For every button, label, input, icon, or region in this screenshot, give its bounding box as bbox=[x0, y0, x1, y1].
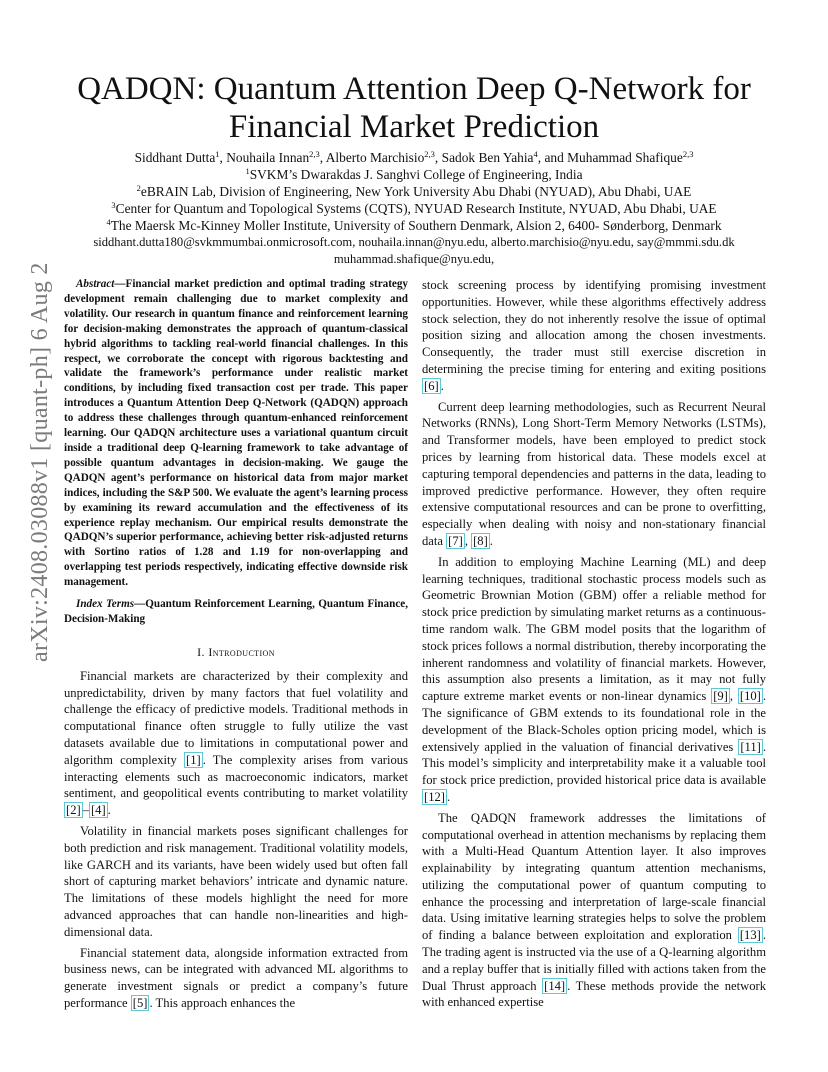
author-affil-sup: 2,3 bbox=[309, 149, 320, 159]
author-affil-sup: 4 bbox=[533, 149, 538, 159]
index-terms bbox=[64, 597, 408, 627]
citation-ref[interactable]: [4] bbox=[90, 803, 106, 818]
author-affil-sup: 1 bbox=[215, 149, 220, 159]
citation-ref[interactable]: [11] bbox=[740, 739, 761, 754]
left-column bbox=[64, 277, 408, 1016]
citation-link[interactable] bbox=[446, 533, 465, 549]
citation-link[interactable] bbox=[89, 802, 108, 818]
author-name: Sadok Ben Yahia bbox=[441, 150, 534, 165]
section-heading-introduction bbox=[64, 645, 408, 660]
citation-link[interactable] bbox=[64, 802, 83, 818]
author-affil-sup: 2,3 bbox=[424, 149, 435, 159]
text-run: . This approach enhances the bbox=[149, 995, 296, 1010]
text-run: . bbox=[440, 378, 444, 393]
affiliation-1 bbox=[60, 166, 768, 183]
citation-ref[interactable]: [10] bbox=[739, 689, 761, 704]
abstract-text: —Financial market prediction and optimal trading strategy development remain challenging due to market complexity and volatility. Our research in quantum finance and reinforcement learning for decision-making demonstrates the approach of quantum-classical hybrid algorithms to tackling real-world financial challenges. In this respect, we corroborate the concept with rigorous backtesting and validate the framework’s performance under realistic market conditions, by including fixed transaction cost per trade. This paper introduces a Quantum Attention Deep Q-Network (QADQN) approach to address these challenges through quantum-enhanced reinforcement learning. Our QADQN architecture uses a variational quantum circuit inside a traditional deep Q-learning framework to take advantage of possible quantum advantages in decision-making. We gauge the QADQN agent’s performance on historical data from major market indices, including the S&P 500. We evaluate the agent’s learning process by examining its reward accumulation and the effectiveness of its experience replay mechanism. Our empirical results demonstrate the QADQN’s superior performance, achieving better risk-adjusted returns with Sortino ratios of 1.28 and 1.19 for non-overlapping and overlapping test periods respectively, indicating effective downside risk management. bbox=[64, 278, 408, 589]
citation-ref[interactable]: [12] bbox=[424, 789, 445, 804]
text-run: , bbox=[729, 689, 738, 704]
text-run: Current deep learning methodologies, such as Recurrent Neural Networks (RNNs), Long Short-Term Memory Networks (LSTMs), and Transformer models, have been employed to predict stock prices by learning from historical data. These models excel at capturing temporal dependencies and patterns in the data, leading to improved predictive performance. However, they often require extensive computational resources and can be prone to overfitting, especially when dealing with noisy and non-stationary financial data bbox=[422, 399, 766, 548]
text-run: . The complexity arises from various interacting elements such as macroeconomic indicators, market sentiment, and geopolitical events contributing to market volatility bbox=[64, 752, 408, 801]
abstract-lead: Abstract bbox=[76, 278, 115, 290]
text-run: Financial statement data, alongside information extracted from business news, can be integrated with advanced ML algorithms to generate investment signals or predict a company’s future performance bbox=[64, 945, 408, 1010]
text-run: . This model’s simplicity and interpretability make it a valuable tool for stock price prediction, provided historical price data is available bbox=[422, 739, 766, 788]
author-affil-sup: 2,3 bbox=[682, 149, 694, 159]
citation-ref[interactable]: [13] bbox=[739, 928, 761, 943]
text-run: , bbox=[464, 533, 472, 548]
citation-link[interactable] bbox=[422, 378, 441, 394]
citation-ref[interactable]: [9] bbox=[713, 689, 728, 704]
citation-ref[interactable]: [2] bbox=[66, 803, 81, 818]
citation-link[interactable] bbox=[711, 688, 730, 704]
affil-sup: 1 bbox=[245, 166, 250, 176]
text-run: The QADQN framework addresses the limitations of computational overhead in attention mechanisms by replacing them with a Multi-Head Quantum Attention layer. It also improves explainability by integrating quantum attention mechanisms, utilizing the computational power of quantum computing to enhance the processing and interpretation of large-scale financial data. Using imitative learning strategies helps to solve the problem of finding a balance between exploitation and exploration bbox=[422, 810, 766, 943]
author-name: and Muhammad Shafique bbox=[544, 150, 683, 165]
text-run: . These methods provide the network with enhanced expertise bbox=[422, 978, 766, 1010]
index-terms-lead: Index Terms bbox=[76, 598, 135, 611]
text-run: . bbox=[446, 789, 451, 804]
citation-ref[interactable]: [8] bbox=[473, 533, 488, 548]
email-line-1: siddhant.dutta180@svkmmumbai.onmicrosoft.com, nouhaila.innan@nyu.edu, alberto.marchisio@nyu.edu, say@mmmi.sdu.dk bbox=[93, 235, 735, 249]
citation-link[interactable] bbox=[542, 978, 567, 994]
citation-ref[interactable]: [6] bbox=[424, 378, 439, 393]
affil-text: The Maersk Mc-Kinney Moller Institute, University of Southern Denmark, Alsion 2, 6400- Sønderborg, Denmark bbox=[110, 218, 722, 233]
author-name: Siddhant Dutta bbox=[134, 150, 216, 165]
affil-text: SVKM’s Dwarakdas J. Sanghvi College of Engineering, India bbox=[249, 167, 583, 182]
citation-link[interactable] bbox=[131, 995, 150, 1011]
affil-sup: 3 bbox=[111, 200, 116, 210]
affiliation-2 bbox=[60, 183, 768, 200]
text-run: – bbox=[82, 803, 89, 818]
citation-link[interactable] bbox=[422, 789, 447, 805]
arxiv-id-text: arXiv:2408.03088v1 [quant-ph] 6 Aug 2024 bbox=[27, 262, 53, 662]
citation-ref[interactable]: [1] bbox=[186, 752, 201, 767]
right-column bbox=[422, 277, 766, 1015]
intro-paragraph-3-cont bbox=[422, 277, 766, 395]
citation-ref[interactable]: [5] bbox=[132, 995, 148, 1010]
text-run: Financial markets are characterized by their complexity and unpredictability, driven by many factors that fuel volatility and challenge the efficacy of predictive models. Traditional methods in computational finance often struggle to fully utilize the vast datasets available due to limitations in computational power and algorithm complexity bbox=[64, 668, 408, 767]
arxiv-side-stamp bbox=[16, 262, 58, 662]
intro-paragraph-2: Volatility in financial markets poses significant challenges for both prediction and risk management. Traditional volatility models, like GARCH and its variants, have been widely used but often fall short of capturing market behaviors’ intricate and dynamic nature. The limitations of these models highlight the need for more advanced approaches that can handle non-linearities and high-dimensional data. bbox=[64, 824, 408, 939]
text-run: . The significance of GBM extends to its foundational role in the development of the Black-Scholes option pricing model, which is extensively applied in the valuation of financial derivatives bbox=[422, 689, 767, 754]
author-name: Nouhaila Innan bbox=[226, 150, 310, 165]
affil-sup: 4 bbox=[106, 217, 111, 227]
title-line-1: QADQN: Quantum Attention Deep Q-Network for bbox=[77, 71, 751, 107]
text-run: In addition to employing Machine Learning (ML) and deep learning techniques, traditional stochastic process models such as Geometric Brownian Motion (GBM) offer a reliable method for stock price prediction by simulating market returns as a continuous-time random walk. The GBM model posits that the logarithm of stock prices follows a normal distribution, thereby incorporating the inherent randomness and volatility of financial markets. However, this assumption also presents a limitation, as it may not fully capture extreme market events or non-linear dynamics bbox=[422, 554, 766, 704]
text-run: stock screening process by identifying promising investment opportunities. However, while these algorithms effectively address stock selection, they do not inherently resolve the issue of optimal position sizing and allocation among the chosen investments. Consequently, the trader must still exercise discretion in determining the precise timing for entering and exiting positions bbox=[422, 278, 766, 376]
affil-text: Center for Quantum and Topological Systems (CQTS), NYUAD Research Institute, NYUAD, Abu Dhabi, UAE bbox=[115, 201, 717, 216]
affil-sup: 2 bbox=[136, 183, 141, 193]
affiliation-4 bbox=[60, 217, 768, 234]
author-name: Alberto Marchisio bbox=[325, 150, 425, 165]
intro-paragraph-6 bbox=[422, 810, 766, 1012]
intro-paragraph-5 bbox=[422, 554, 766, 806]
author-list: Siddhant Dutta$^1$, Nouhaila Innan$^{2,3}$, Alberto Marchisio$^{2,3}$, Sadok Ben Yahia$^4$, and Muhammad Shafique$^{2,3}$ bbox=[134, 149, 694, 165]
citation-link[interactable] bbox=[738, 739, 763, 755]
email-line-2: muhammad.shafique@nyu.edu, bbox=[333, 252, 495, 266]
citation-link[interactable] bbox=[471, 533, 490, 549]
citation-ref[interactable]: [7] bbox=[448, 533, 463, 548]
intro-paragraph-3 bbox=[64, 945, 408, 1012]
section-name: Introduction bbox=[208, 644, 275, 659]
title-line-2: Financial Market Prediction bbox=[228, 109, 600, 145]
author-block bbox=[60, 149, 768, 268]
text-run: . The trading agent is instructed via the use of a Q-learning algorithm and a replay buffer that is initially filled with actions taken from the Dual Thrust approach bbox=[422, 928, 766, 993]
citation-link[interactable] bbox=[738, 688, 763, 704]
section-number: I. bbox=[197, 644, 209, 659]
index-terms-text: —Quantum Reinforcement Learning, Quantum Finance, Decision-Making bbox=[64, 598, 408, 625]
citation-link[interactable] bbox=[738, 927, 763, 943]
paper-title bbox=[60, 70, 768, 146]
affiliation-3 bbox=[60, 200, 768, 217]
intro-paragraph-1 bbox=[64, 668, 408, 819]
affil-text: eBRAIN Lab, Division of Engineering, New York University Abu Dhabi (NYUAD), Abu Dhabi, UAE bbox=[140, 184, 692, 199]
citation-link[interactable] bbox=[184, 752, 203, 768]
abstract bbox=[64, 277, 408, 590]
intro-paragraph-4 bbox=[422, 399, 766, 550]
text-run: . bbox=[489, 533, 493, 548]
citation-ref[interactable]: [14] bbox=[544, 978, 566, 993]
text-run: . bbox=[107, 803, 111, 818]
